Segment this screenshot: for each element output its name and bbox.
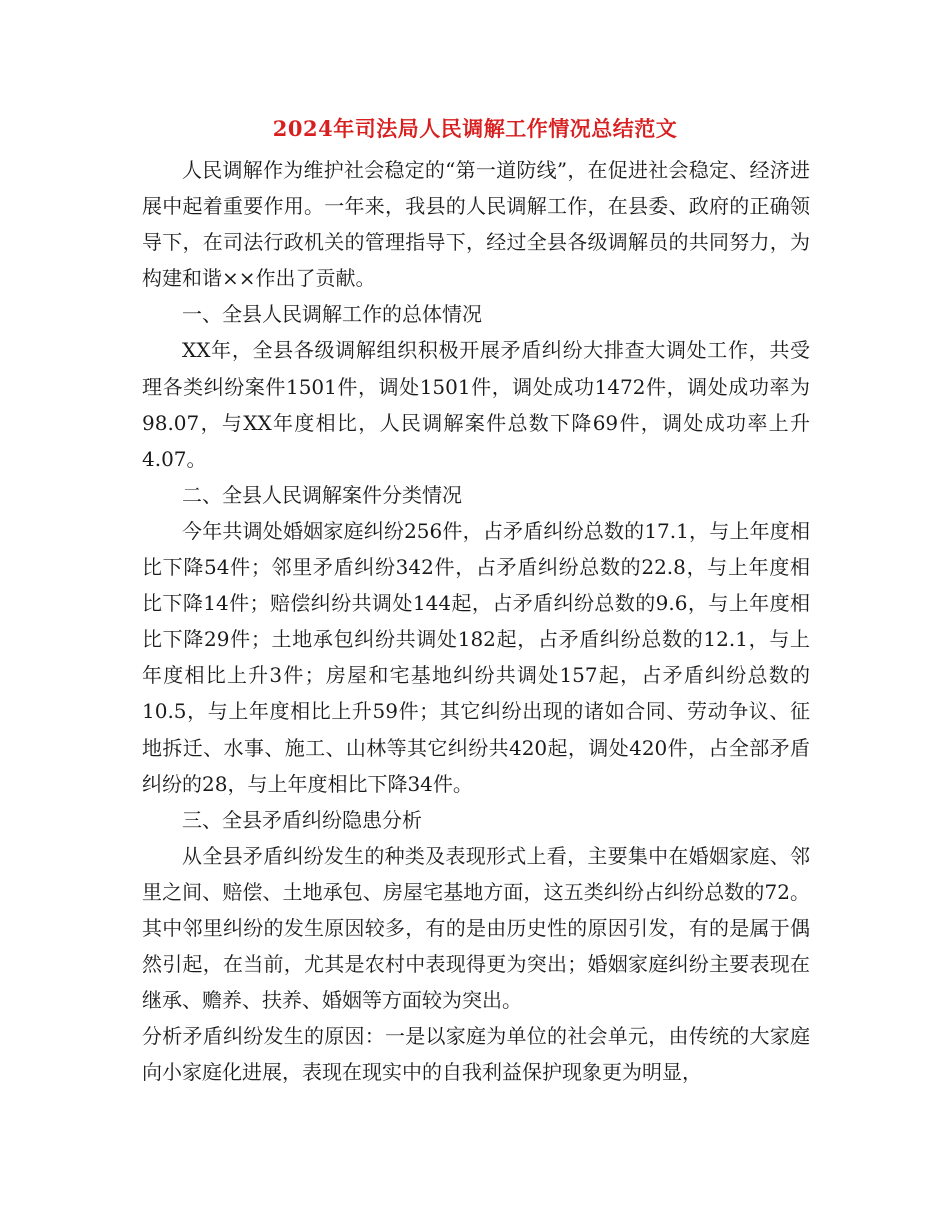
document-title: 2024年司法局人民调解工作情况总结范文 — [272, 116, 678, 141]
paragraph-classification: 今年共调处婚姻家庭纠纷256件，占矛盾纠纷总数的17.1，与上年度相比下降54件；邻里矛盾纠纷342件，占矛盾纠纷总数的22.8，与上年度相比下降14件；赔偿纠纷共调处144起，占矛盾纠纷总数的9.6，与上年度相比下降29件；土地承包纠纷共调处182起，占矛盾纠纷总数的12.1，与上年度相比上升3件；房屋和宅基地纠纷共调处157起，占矛盾纠纷总数的10.5，与上年度相比上升59件；其它纠纷出现的诸如合同、劳动争议、征地拆迁、水事、施工、山林等其它纠纷共420起，调处420件，占全部矛盾纠纷的28，与上年度相比下降34件。 — [142, 518, 810, 796]
paragraph-overview: XX年，全县各级调解组织积极开展矛盾纠纷大排查大调处工作，共受理各类纠纷案件1501件，调处1501件，调处成功1472件，调处成功率为98.07，与XX年度相比，人民调解案件总数下降69件，调处成功率上升4.07。 — [142, 338, 810, 471]
document-body — [142, 152, 810, 1090]
section-heading-2: 二、全县人民调解案件分类情况 — [182, 482, 462, 507]
section-heading-1: 一、全县人民调解工作的总体情况 — [182, 302, 482, 327]
paragraph-intro: 人民调解作为维护社会稳定的“第一道防线”，在促进社会稳定、经济进展中起着重要作用。一年来，我县的人民调解工作，在县委、政府的正确领导下，在司法行政机关的管理指导下，经过全县各级调解员的共同努力，为构建和谐××作出了贡献。 — [142, 158, 810, 291]
paragraph-analysis: 从全县矛盾纠纷发生的种类及表现形式上看，主要集中在婚姻家庭、邻里之间、赔偿、土地承包、房屋宅基地方面，这五类纠纷占纠纷总数的72。其中邻里纠纷的发生原因较多，有的是由历史性的原因引发，有的是属于偶然引起，在当前，尤其是农村中表现得更为突出；婚姻家庭纠纷主要表现在继承、赡养、扶养、婚姻等方面较为突出。 — [142, 843, 810, 1013]
section-heading-3: 三、全县矛盾纠纷隐患分析 — [182, 807, 422, 832]
paragraph-causes: 分析矛盾纠纷发生的原因：一是以家庭为单位的社会单元，由传统的大家庭向小家庭化进展，表现在现实中的自我利益保护现象更为明显， — [142, 1024, 810, 1085]
